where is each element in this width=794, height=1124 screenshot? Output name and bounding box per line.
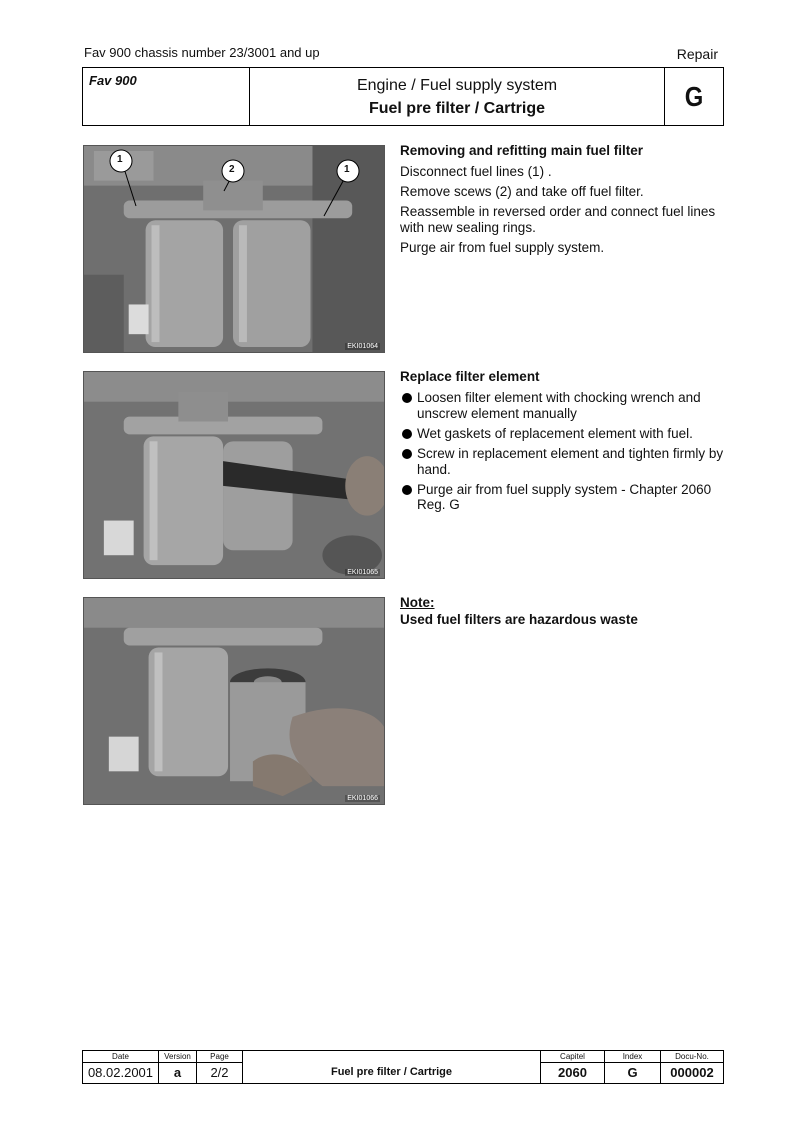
footer-page-cell: [197, 1051, 243, 1083]
footer-title: Fuel pre filter / Cartrige: [330, 1066, 453, 1078]
list-item-text: Wet gaskets of replacement element with fuel.: [417, 425, 693, 441]
footer-date: 08.02.2001: [87, 1065, 154, 1080]
footer-page: 2/2: [210, 1065, 229, 1080]
callout-2: 2: [229, 164, 235, 175]
engine-photo-illustration: [84, 372, 384, 578]
photo-chocking-wrench: [83, 371, 385, 579]
model-label: Fav 900: [83, 68, 250, 125]
instruction-line: Remove scews (2) and take off fuel filter.: [400, 183, 644, 199]
callout-1a: 1: [117, 154, 123, 165]
section-heading: Removing and refitting main fuel filter: [400, 143, 644, 158]
section-heading: Replace filter element: [400, 369, 540, 384]
footer-index: G: [627, 1065, 638, 1080]
photo-code: EKI01066: [347, 795, 378, 802]
footer-table: [82, 1050, 724, 1084]
footer-title-cell: [243, 1051, 541, 1083]
instruction-line: Disconnect fuel lines (1) .: [400, 163, 552, 179]
footer-version: a: [173, 1065, 182, 1080]
list-item: [400, 390, 730, 422]
footer-date-cell: [83, 1051, 159, 1083]
callout-overlay: [84, 146, 385, 353]
bullet-icon: [402, 429, 412, 439]
title-block: [82, 67, 724, 126]
photo-fuel-filter-assembly: [83, 145, 385, 353]
list-item: [400, 426, 730, 442]
list-item-text: Loosen filter element with chocking wrench and unscrew element manually: [417, 389, 701, 421]
title-center: [250, 68, 665, 125]
list-item-text: Purge air from fuel supply system - Chapter 2060 Reg. G: [417, 481, 712, 513]
footer-capitel-label: Capitel: [541, 1051, 604, 1063]
footer-index-label: Index: [605, 1051, 660, 1063]
section-replace-element: [400, 369, 730, 517]
list-item: [400, 482, 730, 514]
footer-docu-cell: [661, 1051, 723, 1083]
bullet-icon: [402, 485, 412, 495]
index-letter: G: [684, 80, 704, 112]
engine-photo-illustration: [84, 598, 384, 804]
footer-date-label: Date: [83, 1051, 158, 1063]
section-removing-refitting: [400, 143, 730, 260]
note-title: Note:: [400, 595, 435, 610]
bullet-icon: [402, 393, 412, 403]
document-header-right: Repair: [676, 46, 718, 62]
bullet-icon: [402, 449, 412, 459]
footer-page-label: Page: [197, 1051, 242, 1063]
photo-replacement-element: [83, 597, 385, 805]
list-item: [400, 446, 730, 478]
footer-docu-label: Docu-No.: [661, 1051, 723, 1063]
instruction-list: [400, 390, 730, 513]
footer-capitel: 2060: [558, 1065, 587, 1080]
instruction-line: Purge air from fuel supply system.: [400, 239, 605, 255]
note-block: [400, 595, 730, 628]
footer-docu: 000002: [670, 1065, 714, 1080]
instruction-line: Reassemble in reversed order and connect fuel lines with new sealing rings.: [400, 203, 716, 235]
footer-index-cell: [605, 1051, 661, 1083]
photo-code: EKI01065: [347, 569, 378, 576]
footer-version-label: Version: [159, 1051, 196, 1063]
footer-capitel-cell: [541, 1051, 605, 1083]
section-title: Engine / Fuel supply system: [356, 77, 558, 94]
list-item-text: Screw in replacement element and tighten firmly by hand.: [417, 445, 724, 477]
subject-title: Fuel pre filter / Cartrige: [368, 100, 546, 117]
callout-1b: 1: [344, 164, 350, 175]
photo-code: EKI01064: [347, 343, 378, 350]
note-text: Used fuel filters are hazardous waste: [400, 611, 638, 627]
document-header-left: Fav 900 chassis number 23/3001 and up: [84, 45, 320, 60]
footer-version-cell: [159, 1051, 197, 1083]
